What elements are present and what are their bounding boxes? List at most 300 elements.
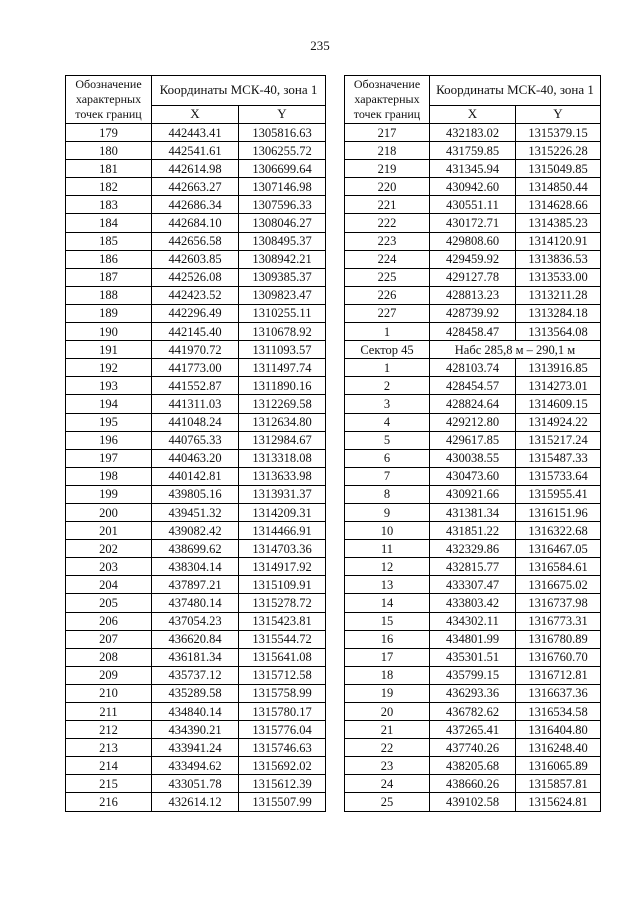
point-number: 210	[66, 684, 152, 702]
y-value: 1316737.98	[516, 594, 601, 612]
x-value: 437897.21	[152, 576, 239, 594]
y-value: 1316637.36	[516, 684, 601, 702]
table-row	[66, 739, 326, 757]
table-row	[66, 449, 326, 467]
point-number: 179	[66, 124, 152, 142]
x-value: 434840.14	[152, 703, 239, 721]
x-value: 435301.51	[430, 648, 516, 666]
y-value: 1315758.99	[239, 684, 326, 702]
table-row	[345, 377, 601, 395]
table-row	[66, 250, 326, 268]
table-row	[345, 576, 601, 594]
y-value: 1315487.33	[516, 449, 601, 467]
table-row	[66, 142, 326, 160]
y-value: 1315692.02	[239, 757, 326, 775]
x-value: 442686.34	[152, 196, 239, 214]
point-number: 187	[66, 268, 152, 286]
y-header: Y	[239, 105, 326, 123]
y-value: 1314209.31	[239, 503, 326, 521]
point-number: 16	[345, 630, 430, 648]
x-value: 441773.00	[152, 359, 239, 377]
point-number: 1	[345, 359, 430, 377]
point-number: 201	[66, 522, 152, 540]
x-value: 432329.86	[430, 540, 516, 558]
y-value: 1316780.89	[516, 630, 601, 648]
x-value: 435289.58	[152, 684, 239, 702]
y-value: 1313533.00	[516, 268, 601, 286]
table-row	[66, 359, 326, 377]
table-row	[66, 377, 326, 395]
y-value: 1316248.40	[516, 739, 601, 757]
x-value: 436293.36	[430, 684, 516, 702]
table-row	[66, 522, 326, 540]
y-value: 1315109.91	[239, 576, 326, 594]
y-value: 1315423.81	[239, 612, 326, 630]
y-value: 1315641.08	[239, 648, 326, 666]
table-row	[345, 142, 601, 160]
y-value: 1310678.92	[239, 323, 326, 341]
x-value: 438660.26	[430, 775, 516, 793]
y-value: 1316065.89	[516, 757, 601, 775]
y-value: 1315379.15	[516, 124, 601, 142]
table-row	[66, 178, 326, 196]
sector-section	[345, 341, 601, 359]
y-value: 1315278.72	[239, 594, 326, 612]
table-row	[345, 196, 601, 214]
point-number: 13	[345, 576, 430, 594]
y-value: 1316584.61	[516, 558, 601, 576]
point-number: 21	[345, 721, 430, 739]
y-value: 1315746.63	[239, 739, 326, 757]
x-header: X	[152, 105, 239, 123]
y-value: 1306699.64	[239, 160, 326, 178]
x-value: 428813.23	[430, 286, 516, 304]
x-value: 442296.49	[152, 304, 239, 322]
table-row	[345, 540, 601, 558]
y-value: 1308046.27	[239, 214, 326, 232]
x-value: 433051.78	[152, 775, 239, 793]
point-number: 200	[66, 503, 152, 521]
table-row	[345, 666, 601, 684]
y-value: 1309385.37	[239, 268, 326, 286]
x-value: 435737.12	[152, 666, 239, 684]
y-value: 1314385.23	[516, 214, 601, 232]
x-value: 430551.11	[430, 196, 516, 214]
table-row	[66, 721, 326, 739]
table-row	[345, 721, 601, 739]
point-number: 216	[66, 793, 152, 811]
table-row	[345, 630, 601, 648]
y-value: 1315857.81	[516, 775, 601, 793]
table-row	[345, 793, 601, 811]
point-number: 180	[66, 142, 152, 160]
point-number: 22	[345, 739, 430, 757]
x-value: 441311.03	[152, 395, 239, 413]
y-value: 1316151.96	[516, 503, 601, 521]
y-value: 1316675.02	[516, 576, 601, 594]
y-value: 1313633.98	[239, 467, 326, 485]
x-value: 434302.11	[430, 612, 516, 630]
table-row	[66, 558, 326, 576]
point-number: 14	[345, 594, 430, 612]
point-number: 219	[345, 160, 430, 178]
y-value: 1316760.70	[516, 648, 601, 666]
y-value: 1316712.81	[516, 666, 601, 684]
table-row	[66, 467, 326, 485]
point-number: 23	[345, 757, 430, 775]
point-number: 227	[345, 304, 430, 322]
x-value: 436620.84	[152, 630, 239, 648]
x-value: 429617.85	[430, 431, 516, 449]
table-row	[66, 232, 326, 250]
point-number: 197	[66, 449, 152, 467]
y-value: 1315624.81	[516, 793, 601, 811]
table-row	[345, 124, 601, 142]
table-row	[66, 576, 326, 594]
y-value: 1314917.92	[239, 558, 326, 576]
point-number: 20	[345, 703, 430, 721]
x-value: 439102.58	[430, 793, 516, 811]
x-value: 440142.81	[152, 467, 239, 485]
point-number: 204	[66, 576, 152, 594]
y-value: 1313318.08	[239, 449, 326, 467]
point-number: 12	[345, 558, 430, 576]
point-number: 193	[66, 377, 152, 395]
table-row	[66, 594, 326, 612]
table-row	[345, 178, 601, 196]
table-row	[66, 630, 326, 648]
table-row	[345, 323, 601, 341]
point-number: 194	[66, 395, 152, 413]
x-value: 438304.14	[152, 558, 239, 576]
x-value: 438699.62	[152, 540, 239, 558]
table-row	[345, 757, 601, 775]
sector-range: Набс 285,8 м – 290,1 м	[430, 341, 601, 359]
point-number: 220	[345, 178, 430, 196]
x-header: X	[430, 105, 516, 123]
x-value: 442145.40	[152, 323, 239, 341]
sector-row	[345, 341, 601, 359]
y-value: 1313564.08	[516, 323, 601, 341]
point-number: 8	[345, 485, 430, 503]
y-value: 1315612.39	[239, 775, 326, 793]
table-row	[345, 594, 601, 612]
point-number: 185	[66, 232, 152, 250]
y-value: 1307146.98	[239, 178, 326, 196]
point-number: 206	[66, 612, 152, 630]
x-value: 441048.24	[152, 413, 239, 431]
point-number: 203	[66, 558, 152, 576]
table-body-right-bottom	[345, 359, 601, 811]
table-row	[345, 232, 601, 250]
point-number: 208	[66, 648, 152, 666]
table-row	[66, 160, 326, 178]
x-value: 429127.78	[430, 268, 516, 286]
x-value: 429459.92	[430, 250, 516, 268]
point-number: 202	[66, 540, 152, 558]
y-value: 1316467.05	[516, 540, 601, 558]
table-row	[66, 323, 326, 341]
coords-header: Координаты МСК-40, зона 1	[152, 76, 326, 106]
point-number: 5	[345, 431, 430, 449]
x-value: 434801.99	[430, 630, 516, 648]
x-value: 430038.55	[430, 449, 516, 467]
table-row	[66, 196, 326, 214]
y-value: 1315776.04	[239, 721, 326, 739]
point-number: 18	[345, 666, 430, 684]
y-value: 1309823.47	[239, 286, 326, 304]
table-row	[66, 413, 326, 431]
x-value: 431345.94	[430, 160, 516, 178]
x-value: 442443.41	[152, 124, 239, 142]
designation-header: Обозначение характерных точек границ	[66, 76, 152, 124]
designation-header: Обозначение характерных точек границ	[345, 76, 430, 124]
point-number: 9	[345, 503, 430, 521]
x-value: 436181.34	[152, 648, 239, 666]
point-number: 192	[66, 359, 152, 377]
table-row	[66, 612, 326, 630]
y-value: 1305816.63	[239, 124, 326, 142]
y-value: 1311890.16	[239, 377, 326, 395]
y-value: 1308495.37	[239, 232, 326, 250]
table-row	[66, 304, 326, 322]
point-number: 17	[345, 648, 430, 666]
y-value: 1307596.33	[239, 196, 326, 214]
y-value: 1313836.53	[516, 250, 601, 268]
y-value: 1312634.80	[239, 413, 326, 431]
table-row	[66, 757, 326, 775]
y-header: Y	[516, 105, 601, 123]
sector-label: Сектор 45	[345, 341, 430, 359]
table-row	[66, 684, 326, 702]
table-row	[345, 558, 601, 576]
point-number: 25	[345, 793, 430, 811]
table-row	[345, 413, 601, 431]
point-number: 184	[66, 214, 152, 232]
table-row	[345, 467, 601, 485]
point-number: 223	[345, 232, 430, 250]
x-value: 433494.62	[152, 757, 239, 775]
point-number: 188	[66, 286, 152, 304]
x-value: 442656.58	[152, 232, 239, 250]
table-row	[345, 612, 601, 630]
coords-header: Координаты МСК-40, зона 1	[430, 76, 601, 106]
point-number: 183	[66, 196, 152, 214]
y-value: 1311093.57	[239, 341, 326, 359]
y-value: 1315733.64	[516, 467, 601, 485]
point-number: 211	[66, 703, 152, 721]
point-number: 6	[345, 449, 430, 467]
y-value: 1310255.11	[239, 304, 326, 322]
x-value: 439082.42	[152, 522, 239, 540]
x-value: 434390.21	[152, 721, 239, 739]
table-row	[66, 648, 326, 666]
table-row	[345, 775, 601, 793]
y-value: 1315049.85	[516, 160, 601, 178]
x-value: 433941.24	[152, 739, 239, 757]
table-row	[345, 286, 601, 304]
point-number: 226	[345, 286, 430, 304]
x-value: 435799.15	[430, 666, 516, 684]
x-value: 433307.47	[430, 576, 516, 594]
table-row	[66, 540, 326, 558]
x-value: 432614.12	[152, 793, 239, 811]
table-row	[345, 703, 601, 721]
x-value: 428454.57	[430, 377, 516, 395]
x-value: 429808.60	[430, 232, 516, 250]
x-value: 437480.14	[152, 594, 239, 612]
y-value: 1314924.22	[516, 413, 601, 431]
point-number: 190	[66, 323, 152, 341]
table-row	[345, 214, 601, 232]
table-row	[345, 648, 601, 666]
table-row	[66, 775, 326, 793]
point-number: 2	[345, 377, 430, 395]
y-value: 1311497.74	[239, 359, 326, 377]
x-value: 428739.92	[430, 304, 516, 322]
table-row	[345, 250, 601, 268]
table-row	[345, 503, 601, 521]
y-value: 1315544.72	[239, 630, 326, 648]
point-number: 198	[66, 467, 152, 485]
x-value: 430942.60	[430, 178, 516, 196]
x-value: 440463.20	[152, 449, 239, 467]
x-value: 429212.80	[430, 413, 516, 431]
y-value: 1314628.66	[516, 196, 601, 214]
point-number: 186	[66, 250, 152, 268]
y-value: 1315507.99	[239, 793, 326, 811]
x-value: 428103.74	[430, 359, 516, 377]
x-value: 430473.60	[430, 467, 516, 485]
x-value: 439451.32	[152, 503, 239, 521]
x-value: 442663.27	[152, 178, 239, 196]
point-number: 212	[66, 721, 152, 739]
point-number: 224	[345, 250, 430, 268]
x-value: 442423.52	[152, 286, 239, 304]
table-row	[66, 268, 326, 286]
point-number: 215	[66, 775, 152, 793]
x-value: 441552.87	[152, 377, 239, 395]
point-number: 225	[345, 268, 430, 286]
point-number: 182	[66, 178, 152, 196]
x-value: 442684.10	[152, 214, 239, 232]
point-number: 205	[66, 594, 152, 612]
point-number: 195	[66, 413, 152, 431]
table-row	[66, 286, 326, 304]
y-value: 1316322.68	[516, 522, 601, 540]
y-value: 1314850.44	[516, 178, 601, 196]
x-value: 442541.61	[152, 142, 239, 160]
y-value: 1316773.31	[516, 612, 601, 630]
point-number: 15	[345, 612, 430, 630]
table-row	[345, 522, 601, 540]
y-value: 1314609.15	[516, 395, 601, 413]
coordinates-table-right	[344, 75, 601, 812]
table-row	[345, 431, 601, 449]
y-value: 1314120.91	[516, 232, 601, 250]
page-number: 235	[310, 38, 330, 53]
point-number: 207	[66, 630, 152, 648]
y-value: 1315712.58	[239, 666, 326, 684]
point-number: 209	[66, 666, 152, 684]
point-number: 24	[345, 775, 430, 793]
point-number: 181	[66, 160, 152, 178]
point-number: 218	[345, 142, 430, 160]
point-number: 1	[345, 323, 430, 341]
table-row	[66, 431, 326, 449]
table-row	[345, 359, 601, 377]
table-row	[345, 395, 601, 413]
table-row	[66, 341, 326, 359]
x-value: 437054.23	[152, 612, 239, 630]
point-number: 221	[345, 196, 430, 214]
y-value: 1314703.36	[239, 540, 326, 558]
x-value: 428824.64	[430, 395, 516, 413]
y-value: 1312269.58	[239, 395, 326, 413]
x-value: 431759.85	[430, 142, 516, 160]
table-row	[66, 395, 326, 413]
point-number: 4	[345, 413, 430, 431]
point-number: 191	[66, 341, 152, 359]
x-value: 439805.16	[152, 485, 239, 503]
table-row	[345, 268, 601, 286]
table-row	[66, 793, 326, 811]
y-value: 1314273.01	[516, 377, 601, 395]
table-row	[345, 160, 601, 178]
y-value: 1315226.28	[516, 142, 601, 160]
point-number: 214	[66, 757, 152, 775]
point-number: 7	[345, 467, 430, 485]
point-number: 196	[66, 431, 152, 449]
x-value: 428458.47	[430, 323, 516, 341]
coordinates-table-left	[65, 75, 326, 812]
table-row	[345, 739, 601, 757]
point-number: 19	[345, 684, 430, 702]
x-value: 441970.72	[152, 341, 239, 359]
table-body-right-top	[345, 124, 601, 341]
y-value: 1315217.24	[516, 431, 601, 449]
y-value: 1306255.72	[239, 142, 326, 160]
x-value: 433803.42	[430, 594, 516, 612]
point-number: 189	[66, 304, 152, 322]
y-value: 1308942.21	[239, 250, 326, 268]
table-row	[345, 684, 601, 702]
table-row	[66, 214, 326, 232]
y-value: 1316404.80	[516, 721, 601, 739]
x-value: 440765.33	[152, 431, 239, 449]
table-row	[345, 449, 601, 467]
y-value: 1316534.58	[516, 703, 601, 721]
x-value: 432183.02	[430, 124, 516, 142]
table-row	[66, 485, 326, 503]
table-row	[345, 485, 601, 503]
x-value: 437740.26	[430, 739, 516, 757]
x-value: 442603.85	[152, 250, 239, 268]
table-row	[66, 124, 326, 142]
x-value: 431381.34	[430, 503, 516, 521]
y-value: 1315955.41	[516, 485, 601, 503]
x-value: 442526.08	[152, 268, 239, 286]
y-value: 1313284.18	[516, 304, 601, 322]
y-value: 1312984.67	[239, 431, 326, 449]
x-value: 436782.62	[430, 703, 516, 721]
point-number: 222	[345, 214, 430, 232]
y-value: 1313211.28	[516, 286, 601, 304]
point-number: 199	[66, 485, 152, 503]
table-row	[345, 304, 601, 322]
y-value: 1313916.85	[516, 359, 601, 377]
point-number: 217	[345, 124, 430, 142]
